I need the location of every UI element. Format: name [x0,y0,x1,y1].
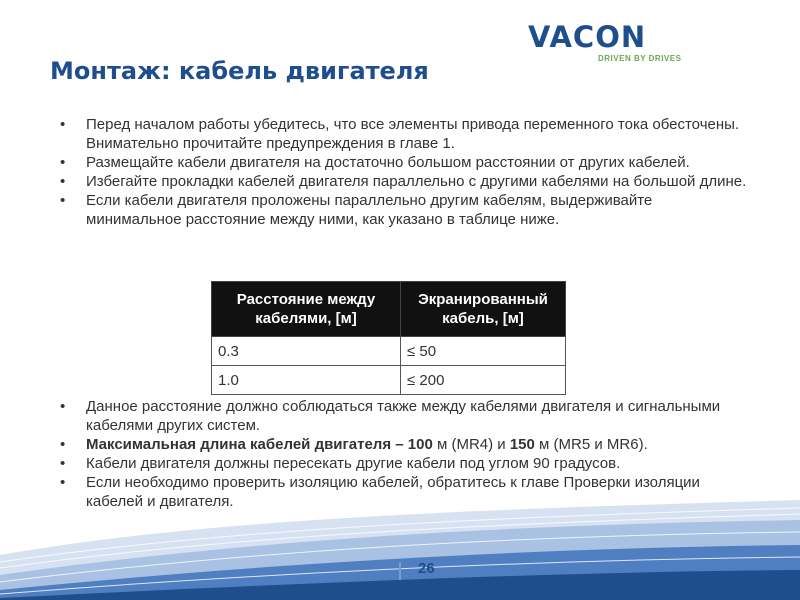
logo-tagline: DRIVEN BY DRIVES [598,54,682,63]
max-length-value-1: 100 [407,436,433,453]
list-item: • Если кабели двигателя проложены параллельно другим кабелям, выдерживайте минимальное расстояние между ними, как указано в таблице ниже. [60,191,750,229]
table-header-row [212,282,566,337]
list-item: • Кабели двигателя должны пересекать другие кабели под углом 90 градусов. [60,454,750,473]
max-length-text-1: м (MR4) и [432,436,510,453]
list-item: • Если необходимо проверить изоляцию кабелей, обратитесь к главе Проверки изоляции кабелей и двигателя. [60,473,750,511]
header-distance: Расстояние между кабелями, [м] [212,282,401,337]
table-cell: ≤ 200 [401,366,566,395]
decorative-waves [0,500,800,600]
list-item: • Размещайте кабели двигателя на достаточно большом расстоянии от других кабелей. [60,153,750,172]
list-item: • Данное расстояние должно соблюдаться также между кабелями двигателя и сигнальными кабелями других систем. [60,397,750,435]
table-cell: 0.3 [212,337,401,366]
list-item: • Перед началом работы убедитесь, что все элементы привода переменного тока обесточены. Внимательно прочитайте предупреждения в главе 1. [60,115,750,153]
list-item: • Избегайте прокладки кабелей двигателя параллельно с другими кабелями на большой длине. [60,172,750,191]
max-length-value-2: 150 [509,436,535,453]
bullet-list-top [60,115,750,229]
cable-distance-table [211,281,566,395]
header-shielded-cable: Экранированный кабель, [м] [401,282,566,337]
page-number: 26 [418,560,435,577]
logo-wordmark: VACON [528,20,647,54]
table-cell: 1.0 [212,366,401,395]
bullet-list-bottom [60,397,750,511]
table-cell: ≤ 50 [401,337,566,366]
list-item-max-length [60,435,750,454]
page-title: Монтаж: кабель двигателя [50,57,429,85]
max-length-text-2: м (MR5 и MR6). [534,436,648,453]
max-length-lead: Максимальная длина кабелей двигателя – [86,436,408,453]
page-divider [399,562,401,580]
vacon-logo [528,20,688,63]
table-row [212,366,566,395]
table-row [212,337,566,366]
